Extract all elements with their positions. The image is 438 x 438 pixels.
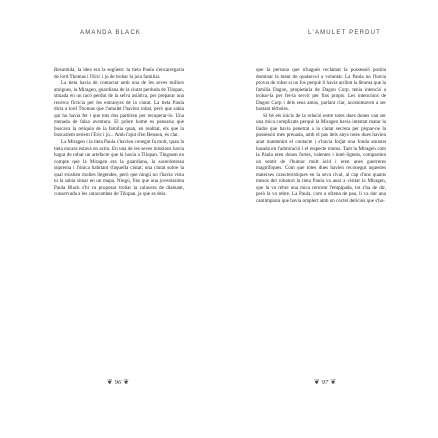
ornament-left-icon: ❦	[106, 378, 113, 386]
page-number	[98, 378, 138, 386]
right-page	[219, 0, 438, 438]
paragraph: La tieta havia de contactar amb una de les seves millors amigues, la Miragen, guardiana de la ciutat perduda de Tilopan, situada en un racó perdut de la selva asiàtica, per preparar una recerca ficticia per les entranyes de la ciutat. La tieta Paula diria a lord Thomas que l'amulet l'havien robat, però que sabia qui ho havia fet i que tots dos partirien per recuperar-lo. Una menada de falsa aventura. El pobre home es pensaria que buscava la relíquia de la família quan, en realitat, els que la buscaríem seríem l'Eric i jo... Amb l'ajut d'en Benson, és clar.	[54, 80, 184, 139]
page-number-value: 96	[114, 379, 122, 386]
left-text-block	[54, 67, 184, 198]
right-text-block	[256, 67, 386, 204]
paragraph: Resumida, la idea era la següent: la tieta Paula s'encarregaria de lord Thomas i l'Eric i jo de trobar la joia familiar.	[54, 67, 184, 80]
ornament-right-icon: ❦	[123, 378, 130, 386]
paragraph: Si bé els inicis de la relació entre totes dues dones van ser una mica complicats perquè la Miragen havia intentat matar la lladre que havia penetrat a la ciutat secreta per pispar-ne la possessió més preuada, amb el pas dels anys totes dues havien anat mantenint el contacte i s'havia forjat una fonda amistat basada en l'admiració i el respecte mutus. Tant la Miragen com la Paula eren dones fortes, valentes i intel·ligents, compartien un sentit de l'humor molt àcid i eren unes guerreres magnífiques. Com que totes dues havien reconegut aquestes mateixes característiques en la seva rival, al cap d'uns quants mesos del robatori la tieta Paula va anar a visitar la Miragen, que la va rebre una mica reticent l'empipada, tot s'ha de dir, però la va rebre. La Paula, com a ofrena de pau, li va dur una cantimplora que havia omplert amb un còctel deliciós que s'ha-	[256, 112, 386, 204]
ornament-right-icon: ❦	[330, 378, 337, 386]
paragraph: La Miragen i la tieta Paula s'havien conegut fa molt, quan la tieta encara estava en actiu. En una de les seves missions havia hagut de robar un artefacte que hi havia a Tilopan. Tinguem en compte que la Miragen era la guardiana, la sacerdotessa suprema i l'única habitant d'aquella ciutat; una ciutat sobre la qual existien moltes llegendes, però que ningú no l'havia vista ni la sabia situar en un mapa. Ningú, fins que una jovenissima Paula Black s'hi va proposar trobar la calavera de diamant, conservada a les catacumbes de Tilopan, ja que es deia	[54, 139, 184, 198]
running-head-author: AMANDA BLACK	[80, 30, 142, 36]
paragraph: que la persona que n'hagués reclamat la possessió podria dominar la ment de qualsevol a voluntat. La Paula no l'havia provat de robar si no fos perquè li havia arribat la lleuma que la família Dagon, propietària de Dagon Corp, tenia intenció a trobar-la per fer-la servir per fins propis. Les intencions de Dagon Corp i dels seus amos, parlant clar, acostumaven a ser bastant tèrboles.	[256, 67, 386, 113]
ornament-left-icon: ❦	[313, 378, 320, 386]
page-number-value: 97	[321, 379, 329, 386]
running-head-title: L'AMULET PERDUT	[308, 30, 382, 36]
page-number	[305, 378, 345, 386]
